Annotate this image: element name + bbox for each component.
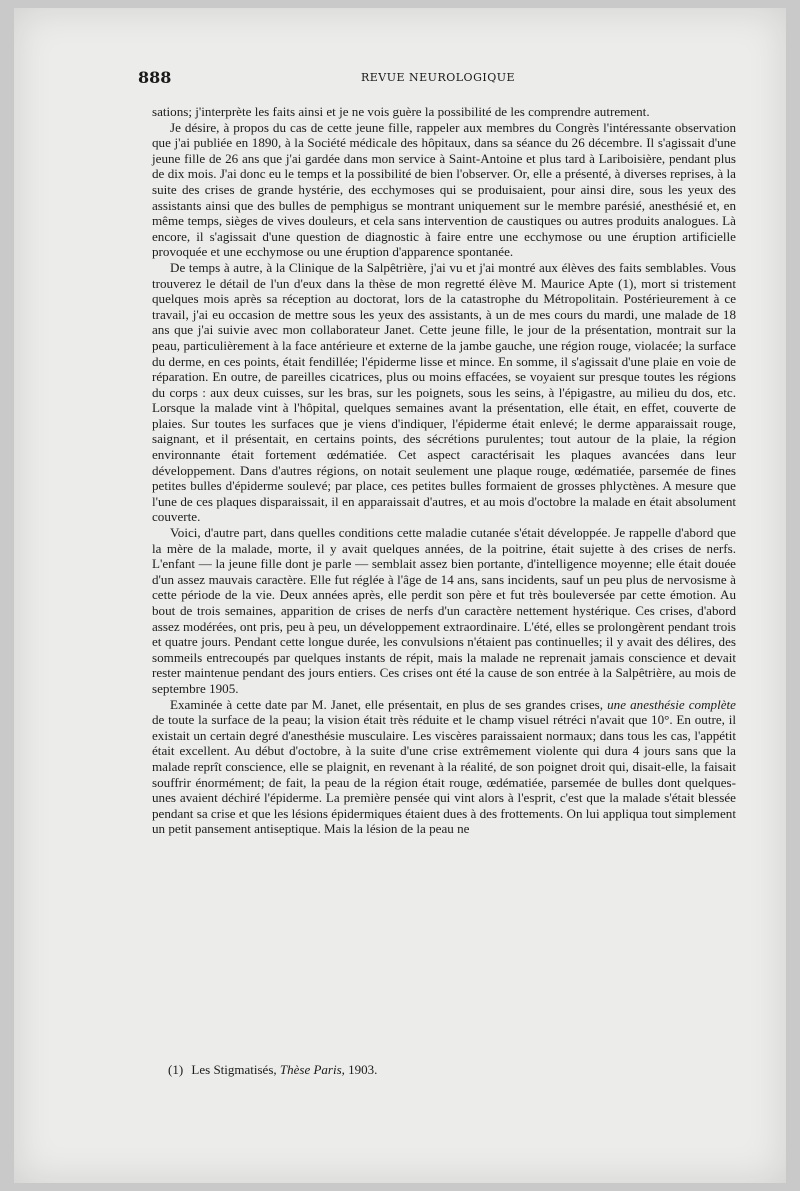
page-number: 888 [138,68,172,87]
scanned-page [14,8,786,1183]
footnote-marker: (1) [168,1062,184,1077]
paragraph-examination [152,697,736,837]
page-header [138,68,738,90]
footnote-year: 1903. [348,1062,378,1077]
paragraph-continuation: sations; j'interprète les faits ainsi et je ne vois guère la possibilité de les comprendre autrement. [152,104,650,119]
examination-italic-phrase: une anesthésie complète [607,696,736,712]
footnote-title: Les Stigmatisés, [191,1062,277,1077]
article-body [152,104,736,837]
examination-lead: Examinée à cette date par M. Janet, elle présentait, en plus de ses grandes crises, [170,696,604,712]
paragraph-salpetriere-case: De temps à autre, à la Clinique de la Salpêtrière, j'ai vu et j'ai montré aux élèves des faits semblables. Vous trouverez le détail de l'un d'eux dans la thèse de mon regretté élève M. Maurice Apte (1), mort si tristement quelques mois après sa réception au doctorat, lors de la catastrophe du Métropolitain. Postérieurement à ce travail, j'ai eu occasion de mettre sous les yeux des assistants, à un de mes cours du mardi, une malade de 18 ans que j'ai suivie avec mon collaborateur Janet. Cette jeune fille, le jour de la présentation, montrait sur la peau, particulièrement à la face antérieure et externe de la jambe gauche, une région rouge, violacée; la surface du derme, en ces points, était fendillée; l'épiderme lisse et mince. En somme, il s'agissait d'une plaie en voie de réparation. En outre, de pareilles cicatrices, plus ou moins effacées, se voyaient sur presque toutes les régions du corps : aux deux cuisses, sur les bras, sur les poignets, sous les seins, à l'épigastre, au milieu du dos, etc. Lorsque la malade vint à l'hôpital, quelques semaines avant la présentation, elle était, en effet, couverte de plaies. Sur toutes les surfaces que je viens d'indiquer, l'épiderme était enlevé; le derme apparaissait rouge, saignant, et il présentait, en certains points, des sécrétions purulentes; tout autour de la plaie, la région environnante était fortement œdématiée. Cet aspect caractérisait les plaques avancées dans leur développement. Dans d'autres régions, on notait seulement une plaque rouge, œdématiée, parsemée de fines petites bulles d'épiderme soulevé; par place, ces petites bulles formaient de grosses phlyctènes. A mesure que l'une de ces plaques disparaissait, il en apparaissait d'autres, et au mois d'octobre la malade en était absolument couverte. [152,259,736,525]
paragraph-patient-history: Voici, d'autre part, dans quelles conditions cette maladie cutanée s'était développée. Je rappelle d'abord que la mère de la malade, morte, il y avait quelques années, de la poitrine, était sujette à des crises de nerfs. L'enfant — la jeune fille dont je parle — semblait assez bien portante, d'intelligence moyenne; elle était douée d'un assez mauvais caractère. Elle fut réglée à l'âge de 14 ans, sans incidents, sauf un peu plus de nervosisme à cette période de la vie. Deux années après, elle perdit son père et fut très bouleversée par cette émotion. Au bout de trois semaines, apparition de crises de nerfs d'un caractère nettement hystérique. Ces crises, d'abord assez modérées, ont pris, peu à peu, un développement extraordinaire. L'été, elles se prolongèrent pendant trois et quatre jours. Pendant cette longue durée, les convulsions n'étaient pas continuelles; il y avait des délires, des sommeils entrecoupés par quelques instants de répit, mais la malade ne reprenait jamais conscience et devait rester maintenue pendant des jours entiers. Ces crises ont été la cause de son entrée à la Salpêtrière, au mois de septembre 1905. [152,525,736,696]
footnote [168,1062,728,1078]
examination-rest: de toute la surface de la peau; la vision était très réduite et le champ visuel rétréci n'avait que 10°. En outre, il existait un certain degré d'anesthésie musculaire. Les viscères paraissaient normaux; dans tous les cas, l'appétit était excellent. Au début d'octobre, à la suite d'une crise extrêmement violente qui dura 4 jours sans que la malade reprît conscience, elle se plaignit, en revenant à la réalité, de son poignet droit qui, disait-elle, la faisait souffrir énormément; de fait, la peau de la région était rouge, œdématiée, parsemée de bulles dont quelques-unes avaient déchiré l'épiderme. La première pensée qui vint alors à l'esprit, c'est que la malade s'était blessée pendant sa crise et que les lésions épidermiques étaient dues à des frottements. On lui appliqua tout simplement un petit pansement antiseptique. Mais la lésion de la peau ne [152,712,736,837]
paragraph-congress-observation: Je désire, à propos du cas de cette jeune fille, rappeler aux membres du Congrès l'intéressante observation que j'ai publiée en 1890, à la Société médicale des hôpitaux, dans sa séance du 26 décembre. Il s'agissait d'une jeune fille de 26 ans que j'ai gardée dans mon service à Saint-Antoine et plus tard à Lariboisière, pendant plus de dix mois. J'ai donc eu le temps et la possibilité de bien l'observer. Or, elle a présenté, à diverses reprises, à la suite des crises de grande hystérie, des ecchymoses qui se produisaient, pour ainsi dire, sous les yeux des assistants ainsi que des bulles de pemphigus se montrant uniquement sur le membre parésié, anesthésié et, en même temps, sièges de vives douleurs, et cela sans intervention de caustiques ou autres produits analogues. Là encore, il s'agissait d'une question de diagnostic à faire entre une ecchymose ou une éruption artificielle provoquée et une ecchymose ou une éruption d'apparence spontanée. [152,119,736,260]
running-title: REVUE NEUROLOGIQUE [360,71,516,84]
footnote-italic: Thèse Paris, [279,1062,345,1077]
